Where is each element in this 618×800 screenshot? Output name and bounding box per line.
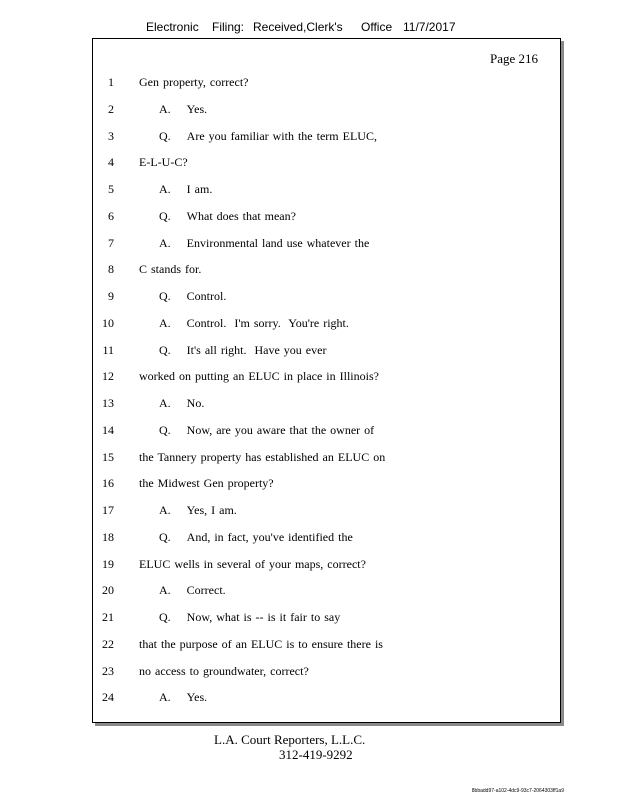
line-text	[159, 209, 296, 224]
line-text	[159, 102, 207, 117]
line-number: 18	[102, 529, 114, 544]
transcript-line	[93, 637, 560, 655]
speaker-label: Q.	[159, 128, 171, 143]
transcript-line	[93, 583, 560, 601]
testimony-text: Environmental land use whatever the	[186, 235, 370, 250]
testimony-text: Are you familiar with the term ELUC,	[186, 128, 377, 143]
line-text	[139, 369, 379, 384]
line-number: 1	[108, 75, 114, 89]
line-number: 12	[102, 369, 114, 384]
transcript-line	[93, 610, 560, 628]
filing-word-filing: Filing:	[212, 20, 245, 34]
speaker-label: A.	[159, 503, 171, 517]
filing-word-office: Office	[361, 20, 393, 34]
line-number: 4	[108, 155, 114, 170]
line-number: 20	[102, 583, 114, 598]
footer-phone: 312-419-9292	[279, 747, 353, 762]
filing-word-electronic: Electronic	[146, 20, 199, 34]
testimony-text: Now, are you aware that the owner of	[186, 422, 375, 437]
line-text	[159, 236, 369, 251]
speaker-label: A.	[159, 315, 171, 330]
testimony-text: Yes, I am.	[186, 503, 237, 517]
line-number: 9	[108, 289, 114, 303]
transcript-line	[93, 557, 560, 575]
testimony-text: Control. I'm sorry. You're right.	[186, 315, 349, 330]
transcript-line	[93, 530, 560, 548]
line-number: 21	[102, 610, 114, 624]
speaker-label: Q.	[159, 342, 171, 357]
line-text	[139, 75, 249, 90]
testimony-text: Yes.	[186, 690, 208, 705]
line-text	[139, 664, 309, 679]
page-number: Page 216	[489, 51, 538, 66]
transcript-line	[93, 423, 560, 441]
line-number: 16	[102, 476, 114, 491]
testimony-text: It's all right. Have you ever	[186, 342, 327, 357]
document-id: 8bbadd97-a102-4dc9-93c7-2064303ff1a9	[471, 788, 564, 794]
line-text	[139, 637, 383, 652]
line-number: 7	[108, 235, 114, 250]
transcript-line	[93, 476, 560, 494]
transcript-line	[93, 182, 560, 200]
transcript-line	[93, 369, 560, 387]
line-text	[159, 129, 377, 144]
testimony-text: I am.	[186, 182, 213, 196]
line-text	[159, 610, 340, 625]
transcript-line	[93, 343, 560, 361]
footer-company: L.A. Court Reporters, L.L.C.	[214, 732, 366, 747]
transcript-line	[93, 129, 560, 147]
transcript-line	[93, 236, 560, 254]
speaker-label: Q.	[159, 422, 171, 437]
line-number: 10	[102, 315, 114, 330]
line-text	[139, 262, 201, 277]
testimony-text: What does that mean?	[186, 208, 296, 223]
speaker-label: A.	[159, 396, 171, 410]
speaker-label: A.	[159, 690, 171, 705]
line-text	[159, 396, 204, 411]
line-number: 19	[102, 556, 114, 571]
transcript-line	[93, 503, 560, 521]
speaker-label: A.	[159, 101, 171, 116]
transcript-line	[93, 262, 560, 280]
line-text	[159, 530, 353, 545]
speaker-label: Q.	[159, 610, 171, 624]
transcript-line	[93, 396, 560, 414]
page-footer	[0, 732, 618, 772]
line-text	[159, 316, 349, 331]
testimony-text: that the purpose of an ELUC is to ensure there is	[139, 636, 383, 651]
transcript-page	[92, 38, 561, 723]
testimony-text: C stands for.	[139, 262, 202, 277]
line-number: 3	[108, 128, 114, 143]
line-text	[159, 690, 207, 705]
transcript-line	[93, 155, 560, 173]
speaker-label: A.	[159, 583, 171, 598]
line-number: 2	[108, 101, 114, 116]
line-number: 6	[108, 208, 114, 223]
line-number: 11	[102, 342, 114, 357]
line-number: 14	[102, 422, 114, 437]
testimony-text: E-L-U-C?	[139, 155, 188, 170]
transcript-line	[93, 209, 560, 227]
testimony-text: Gen property, correct?	[139, 75, 249, 89]
testimony-text: the Midwest Gen property?	[139, 476, 274, 491]
testimony-text: the Tannery property has established an ELUC on	[139, 449, 386, 464]
speaker-label: Q.	[159, 208, 171, 223]
line-text	[159, 343, 326, 358]
line-text	[139, 557, 366, 572]
testimony-text: Control.	[186, 289, 227, 303]
line-number: 15	[102, 449, 114, 464]
filing-date: 11/7/2017	[403, 20, 456, 34]
testimony-text: Now, what is -- is it fair to say	[186, 610, 341, 624]
line-text	[159, 423, 374, 438]
transcript-line	[93, 75, 560, 93]
transcript-line	[93, 289, 560, 307]
testimony-text: No.	[186, 396, 205, 410]
testimony-text: And, in fact, you've identified the	[186, 529, 353, 544]
line-text	[159, 289, 226, 304]
speaker-label: A.	[159, 182, 171, 196]
line-number: 23	[102, 663, 114, 678]
transcript-line	[93, 450, 560, 468]
line-number: 8	[108, 262, 114, 277]
line-number: 22	[102, 636, 114, 651]
speaker-label: Q.	[159, 289, 171, 303]
transcript-line	[93, 690, 560, 708]
filing-word-received: Received,Clerk's	[253, 20, 343, 34]
testimony-text: Yes.	[186, 101, 208, 116]
transcript-line	[93, 316, 560, 334]
line-number: 24	[102, 690, 114, 705]
transcript-line	[93, 664, 560, 682]
line-number: 13	[102, 396, 114, 410]
line-number: 5	[108, 182, 114, 196]
line-number: 17	[102, 503, 114, 517]
testimony-text: worked on putting an ELUC in place in Illinois?	[139, 369, 379, 384]
testimony-text: no access to groundwater, correct?	[139, 663, 309, 678]
line-text	[159, 583, 226, 598]
speaker-label: Q.	[159, 529, 171, 544]
testimony-text: Correct.	[186, 583, 226, 598]
line-text	[159, 182, 212, 197]
speaker-label: A.	[159, 235, 171, 250]
line-text	[139, 155, 188, 170]
filing-stamp-header	[0, 20, 618, 36]
line-text	[159, 503, 237, 518]
line-text	[139, 450, 385, 465]
line-text	[139, 476, 274, 491]
testimony-text: ELUC wells in several of your maps, correct?	[139, 556, 366, 571]
transcript-line	[93, 102, 560, 120]
